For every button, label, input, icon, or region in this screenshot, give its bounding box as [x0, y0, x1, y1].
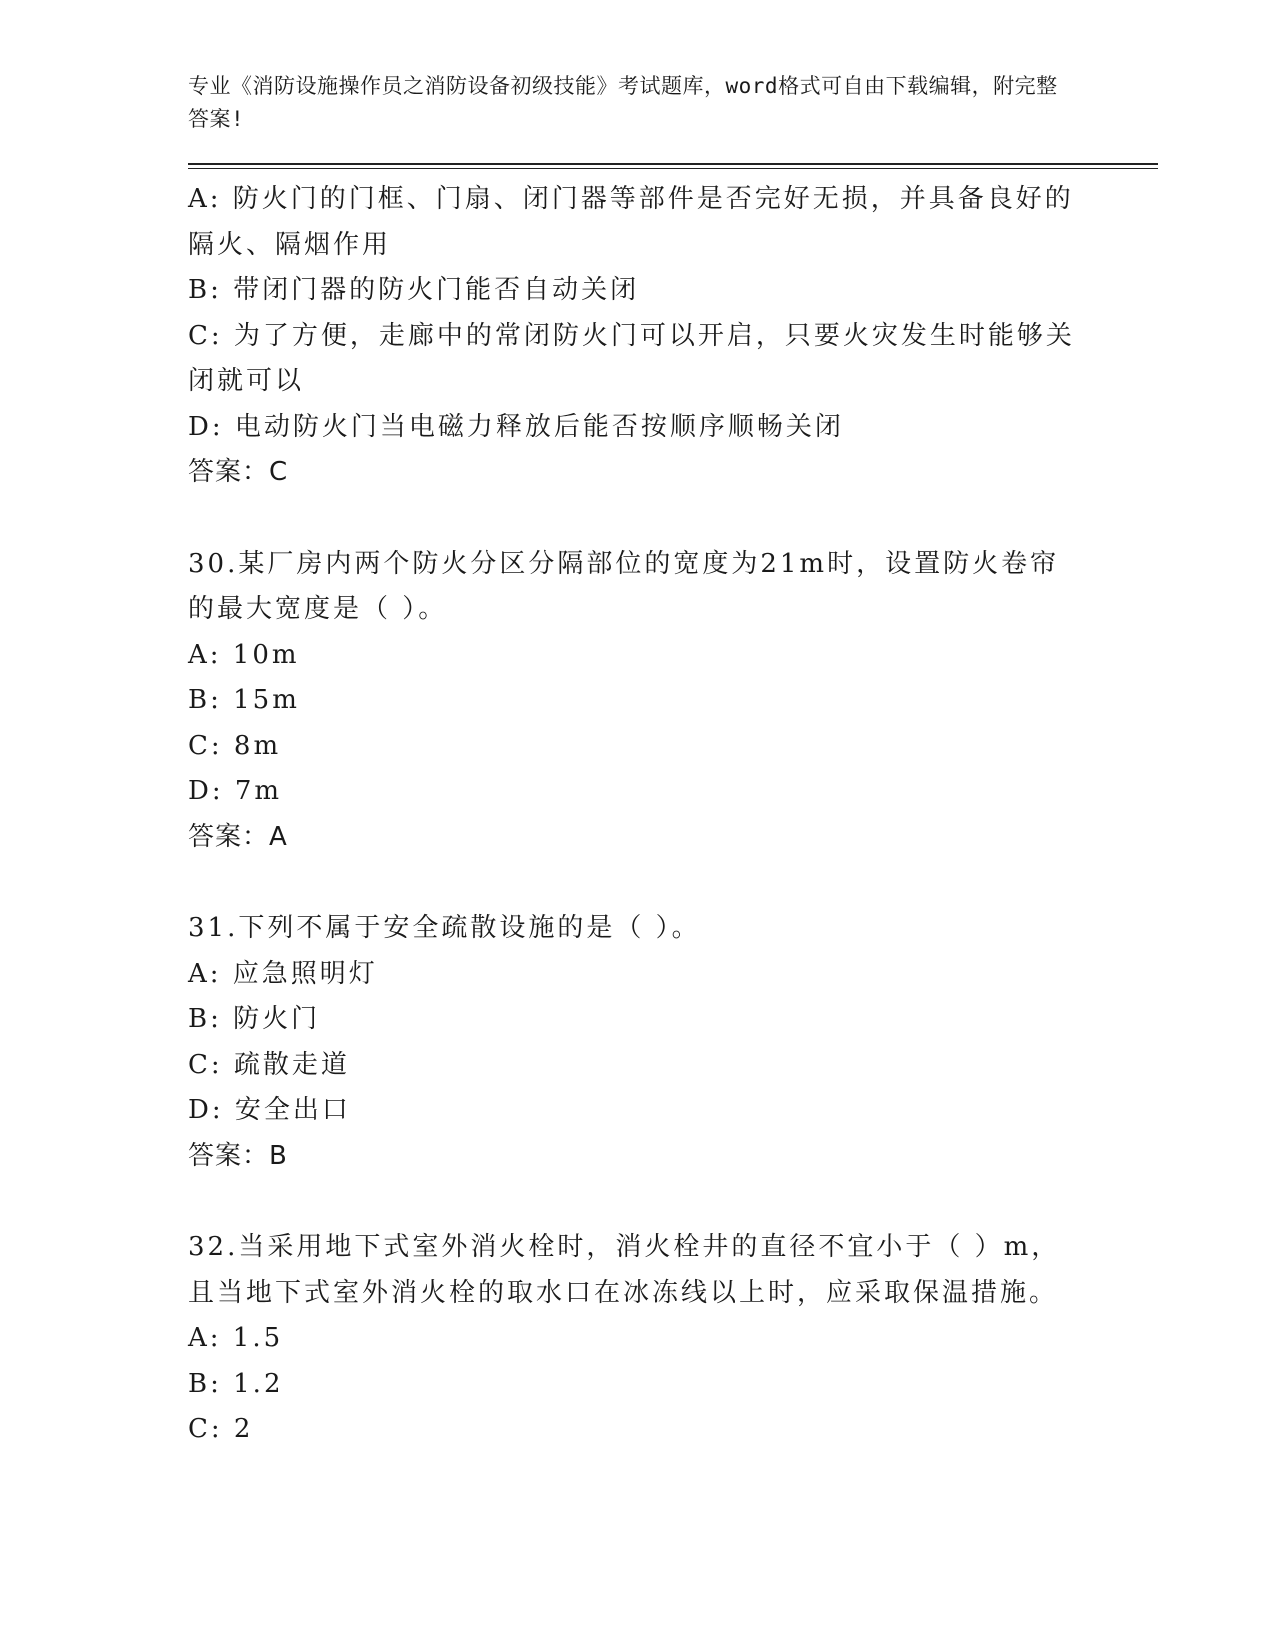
question-32	[188, 1225, 1078, 1453]
question-29-continuation	[188, 177, 1078, 496]
answer-line: 答案：B	[188, 1140, 288, 1171]
option-a: A: 1.5	[188, 1323, 284, 1353]
option-c: C: 2	[188, 1414, 254, 1444]
document-page	[188, 70, 1158, 1453]
option-a: A: 10m	[188, 639, 300, 670]
answer-line: 答案：C	[188, 457, 289, 487]
option-d: D: 安全出口	[188, 1095, 351, 1125]
question-stem: 32.当采用地下式室外消火栓时，消火栓井的直径不宜小于（ ）m，且当地下式室外消火栓的取水口在冰冻线以上时，应采取保温措施。	[188, 1232, 1061, 1308]
option-b: B: 防火门	[188, 1004, 321, 1034]
option-d: D: 电动防火门当电磁力释放后能否按顺序顺畅关闭	[188, 411, 844, 442]
option-c: C: 8m	[188, 730, 282, 761]
option-d: D: 7m	[188, 776, 283, 806]
document-intro: 专业《消防设施操作员之消防设备初级技能》考试题库，word格式可自由下载编辑，附完整答案!	[188, 74, 1058, 131]
question-stem: 30.某厂房内两个防火分区分隔部位的宽度为21m时，设置防火卷帘的最大宽度是（ ）。	[188, 548, 1060, 624]
question-stem: 31.下列不属于安全疏散设施的是（ ）。	[188, 913, 701, 943]
option-b: B: 1.2	[188, 1368, 284, 1399]
option-a: A: 防火门的门框、门扇、闭门器等部件是否完好无损，并具备良好的隔火、隔烟作用	[188, 184, 1074, 260]
answer-line: 答案：A	[188, 821, 288, 852]
option-a: A: 应急照明灯	[188, 958, 378, 989]
question-31	[188, 906, 1078, 1179]
option-c: C: 疏散走道	[188, 1049, 350, 1080]
header-divider	[188, 163, 1158, 169]
option-b: B: 15m	[188, 685, 300, 715]
option-b: B: 带闭门器的防火门能否自动关闭	[188, 275, 640, 305]
question-30	[188, 542, 1078, 861]
option-c: C: 为了方便，走廊中的常闭防火门可以开启，只要火灾发生时能够关闭就可以	[188, 320, 1075, 396]
